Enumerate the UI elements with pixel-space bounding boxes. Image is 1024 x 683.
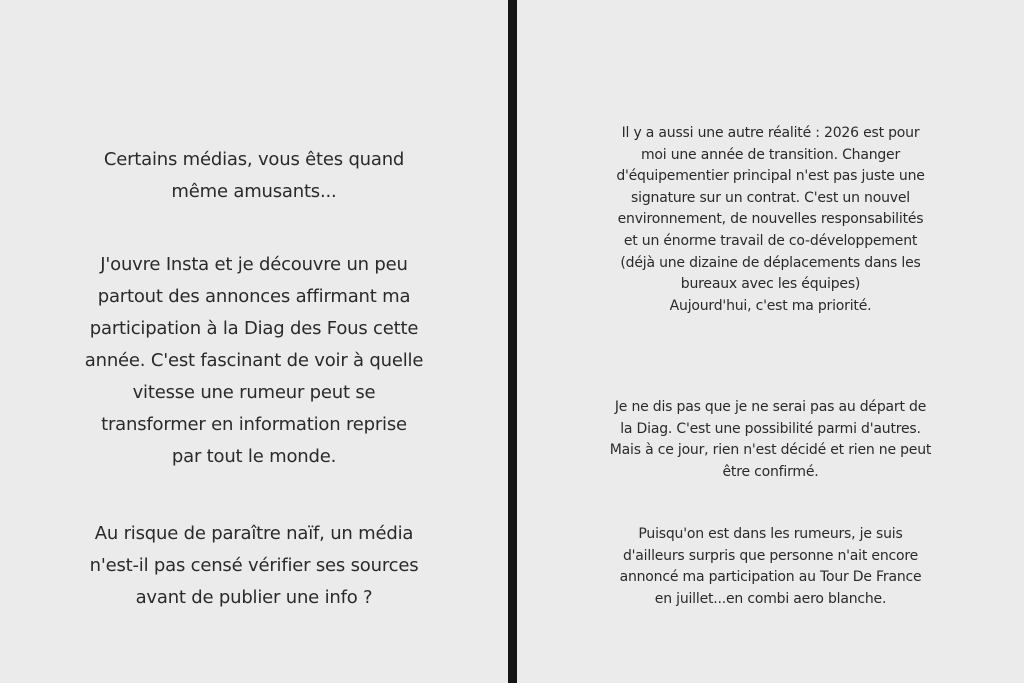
text-line: Au risque de paraître naïf, un média [94,523,414,544]
text-line: moi une année de transition. Changer [640,146,901,163]
right-paragraph-1 [517,123,1024,317]
right-paragraph-3 [517,524,1024,610]
text-line: et un énorme travail de co-développement [623,232,918,249]
text-line: environnement, de nouvelles responsabilités [617,211,924,228]
text-line: même amusants... [171,181,337,202]
text-line: participation à la Diag des Fous cette [89,318,419,339]
text-line: la Diag. C'est une possibilité parmi d'autres. [620,420,921,437]
text-line: vitesse une rumeur peut se [132,382,376,403]
left-paragraph-2 [0,249,508,473]
right-story-panel [517,0,1024,683]
text-line: n'est-il pas censé vérifier ses sources [89,555,419,576]
text-line: (déjà une dizaine de déplacements dans les [620,254,921,271]
text-line: avant de publier une info ? [135,587,373,608]
right-paragraph-2 [517,397,1024,483]
text-line: d'ailleurs surpris que personne n'ait encore [622,547,919,564]
text-line: Je ne dis pas que je ne serai pas au départ de [614,399,927,415]
left-story-panel [0,0,508,683]
text-line: Il y a aussi une autre réalité : 2026 est pour [621,125,920,141]
text-line: par tout le monde. [171,446,337,467]
text-line: année. C'est fascinant de voir à quelle [84,350,424,371]
text-line: J'ouvre Insta et je découvre un peu [100,254,408,275]
text-line: Mais à ce jour, rien n'est décidé et rien ne peut [609,442,932,459]
text-line: bureaux avec les équipes) [680,276,861,293]
text-line: Aujourd'hui, c'est ma priorité. [669,297,872,314]
left-paragraph-3 [0,518,508,614]
left-paragraph-1 [0,144,508,208]
text-line: Certains médias, vous êtes quand [103,149,405,170]
text-line: Puisqu'on est dans les rumeurs, je suis [638,526,903,542]
panel-divider [508,0,517,683]
text-line: en juillet...en combi aero blanche. [654,590,887,607]
text-line: d'équipementier principal n'est pas juste une [616,168,925,185]
text-line: transformer en information reprise [101,414,407,435]
text-line: partout des annonces affirmant ma [97,286,411,307]
text-line: signature sur un contrat. C'est un nouvel [631,189,910,206]
text-line: annoncé ma participation au Tour De France [619,569,922,586]
text-line: être confirmé. [722,463,819,480]
